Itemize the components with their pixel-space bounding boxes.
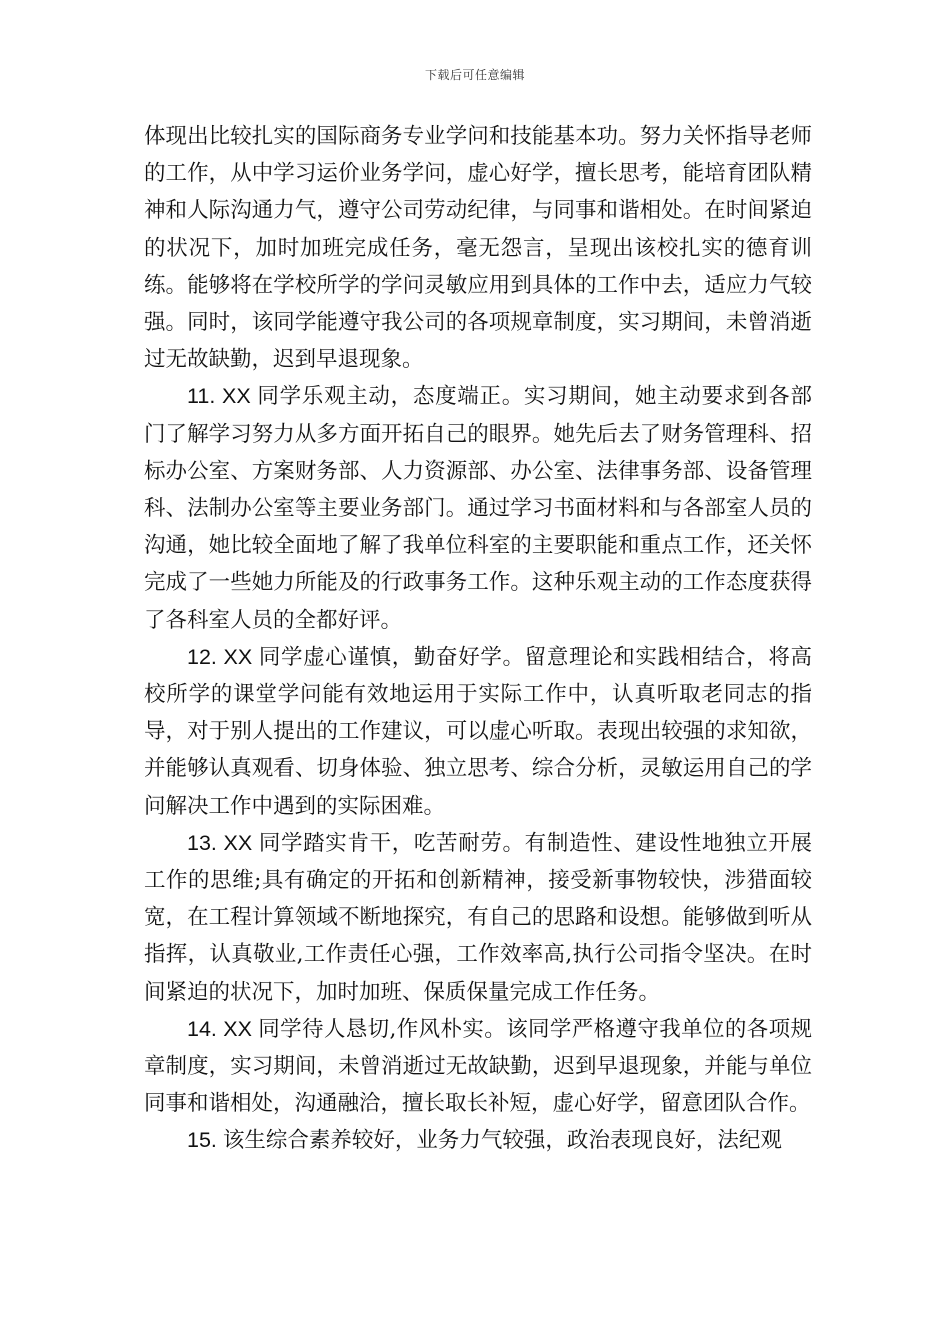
paragraph-item-15 [144, 1122, 812, 1159]
paragraph-item-12 [144, 639, 812, 825]
paragraph-continued [144, 118, 812, 378]
paragraph-item-13 [144, 825, 812, 1011]
paragraph-number: 14. XX [187, 1016, 259, 1041]
paragraph-text: 同学虚心谨慎，勤奋好学。留意理论和实践相结合，将高校所学的课堂学问能有效地运用于实际工作中，认真听取老同志的指导，对于别人提出的工作建议，可以虚心听取。表现出较强的求知欲，并能够认真观看、切身体验、独立思考、综合分析，灵敏运用自己的学问解决工作中遇到的实际困难。 [144, 644, 812, 819]
page-header-note: 下载后可任意编辑 [424, 68, 525, 82]
paragraph-number: 12. XX [187, 644, 259, 669]
paragraph-text: 该生综合素养较好，业务力气较强，政治表现良好，法纪观 [222, 1128, 782, 1154]
paragraph-number: 11. XX [187, 384, 258, 409]
paragraph-number: 15. [187, 1128, 223, 1153]
document-body [144, 118, 812, 1160]
paragraph-text: 同学乐观主动，态度端正。实习期间，她主动要求到各部门了解学习努力从多方面开拓自己的眼界。她先后去了财务管理科、招标办公室、方案财务部、人力资源部、办公室、法律事务部、设备管理科、法制办公室等主要业务部门。通过学习书面材料和与各部室人员的沟通，她比较全面地了解了我单位科室的主要职能和重点工作，还关怀完成了一些她力所能及的行政事务工作。这种乐观主动的工作态度获得了各科室人员的全都好评。 [144, 384, 812, 633]
paragraph-text: 同学待人恳切,作风朴实。该同学严格遵守我单位的各项规章制度，实习期间，未曾消逝过无故缺勤，迟到早退现象，并能与单位同事和谐相处，沟通融洽，擅长取长补短，虚心好学，留意团队合作。 [144, 1016, 813, 1117]
paragraph-text: 体现出比较扎实的国际商务专业学问和技能基本功。努力关怀指导老师的工作，从中学习运价业务学问，虚心好学，擅长思考，能培育团队精神和人际沟通力气，遵守公司劳动纪律，与同事和谐相处。在时间紧迫的状况下，加时加班完成任务，毫无怨言，呈现出该校扎实的德育训练。能够将在学校所学的学问灵敏应用到具体的工作中去，适应力气较强。同时，该同学能遵守我公司的各项规章制度，实习期间，未曾消逝过无故缺勤，迟到早退现象。 [144, 124, 812, 373]
paragraph-item-11 [144, 378, 812, 638]
paragraph-item-14 [144, 1011, 812, 1123]
paragraph-number: 13. XX [187, 830, 259, 855]
paragraph-text: 同学踏实肯干，吃苦耐劳。有制造性、建设性地独立开展工作的思维;具有确定的开拓和创新精神，接受新事物较快，涉猎面较宽，在工程计算领域不断地探究，有自己的思路和设想。能够做到听从指挥，认真敬业,工作责任心强，工作效率高,执行公司指令坚决。在时间紧迫的状况下，加时加班、保质保量完成工作任务。 [144, 830, 812, 1005]
